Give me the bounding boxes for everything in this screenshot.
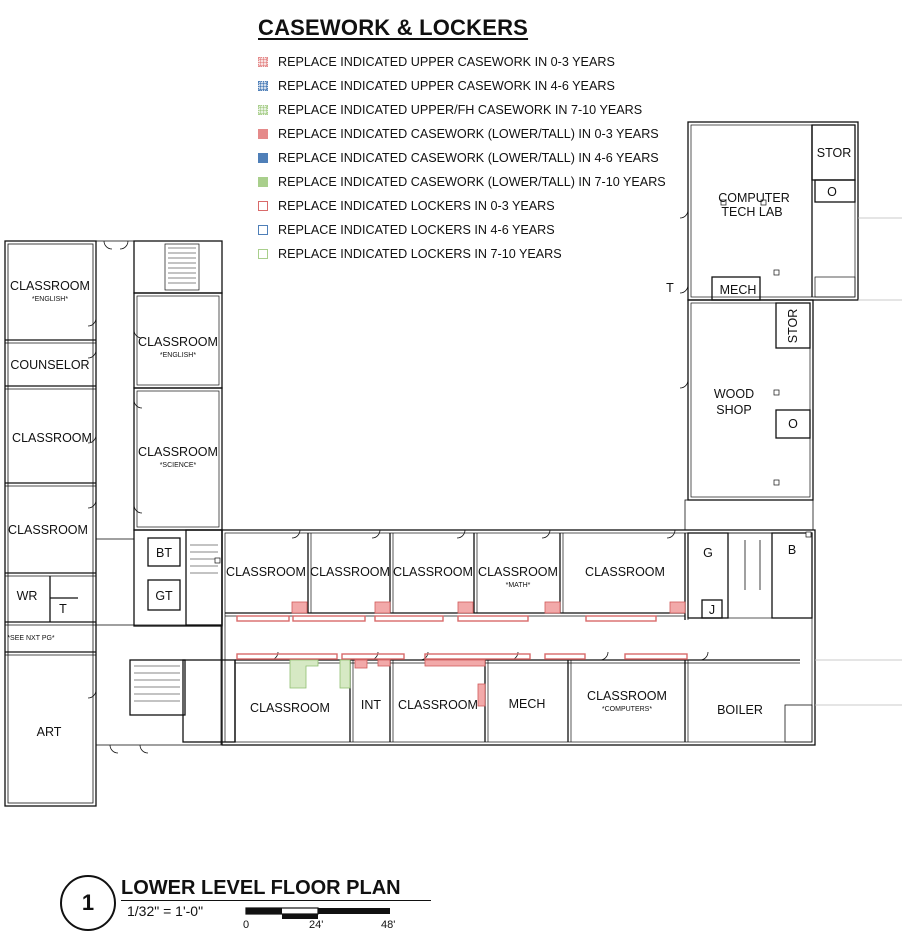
- room-note: *SCIENCE*: [159, 462, 197, 469]
- room-label: GT: [155, 589, 173, 603]
- red-lockers: [237, 616, 687, 659]
- room-label: O: [788, 417, 798, 431]
- lockers-red: [625, 654, 687, 659]
- legend-label: REPLACE INDICATED CASEWORK (LOWER/TALL) IN 0-3 YEARS: [278, 127, 659, 141]
- room-label: CLASSROOM: [393, 565, 473, 579]
- drawing-number: 1: [60, 875, 116, 931]
- room-label: WOOD: [713, 387, 755, 401]
- legend-label: REPLACE INDICATED UPPER CASEWORK IN 4-6 YEARS: [278, 79, 615, 93]
- room-label: TECH LAB: [721, 205, 783, 219]
- scale-bar-label: 48': [381, 919, 396, 931]
- casework-red: [478, 684, 485, 706]
- room-note: *MATH*: [505, 582, 531, 589]
- room-label: CLASSROOM: [12, 431, 92, 445]
- room-label: T: [59, 602, 67, 616]
- casework-red: [355, 660, 367, 668]
- room-label: BT: [156, 546, 172, 560]
- legend-title: CASEWORK & LOCKERS: [258, 15, 529, 40]
- lockers-red: [293, 616, 365, 621]
- room-label: INT: [360, 698, 382, 712]
- room-label: BOILER: [717, 703, 763, 717]
- legend-label: REPLACE INDICATED CASEWORK (LOWER/TALL) IN 4-6 YEARS: [278, 151, 659, 165]
- casework-red: [670, 602, 685, 613]
- legend-label: REPLACE INDICATED CASEWORK (LOWER/TALL) IN 7-10 YEARS: [278, 175, 666, 189]
- drawing-scale: 1/32" = 1'-0": [127, 903, 204, 919]
- room-label: CLASSROOM: [226, 565, 306, 579]
- lockers-red: [425, 654, 530, 659]
- room-label: CLASSROOM: [138, 445, 218, 459]
- room-label: CLASSROOM: [398, 698, 478, 712]
- casework-red: [458, 602, 473, 613]
- room-label: T: [666, 281, 674, 295]
- scale-bar-label: 0: [243, 919, 250, 931]
- room-label: STOR: [786, 308, 800, 344]
- title-block: [0, 860, 902, 947]
- room-note: *SEE NXT PG*: [7, 635, 55, 642]
- room-label: MECH: [719, 283, 757, 297]
- scale-bar-label: 24': [309, 919, 324, 931]
- room-label: CLASSROOM: [138, 335, 218, 349]
- door-swings: [88, 210, 708, 753]
- casework-red: [545, 602, 560, 613]
- legend-label: REPLACE INDICATED LOCKERS IN 7-10 YEARS: [278, 247, 562, 261]
- room-label: CLASSROOM: [250, 701, 330, 715]
- room-label: B: [787, 543, 797, 557]
- casework-red: [292, 602, 307, 613]
- room-label: WR: [16, 589, 38, 603]
- fixtures: [215, 200, 811, 563]
- lockers-red: [375, 616, 443, 621]
- room-label: COMPUTER: [718, 191, 790, 205]
- lockers-red: [586, 616, 656, 621]
- room-label: ART: [36, 725, 62, 739]
- lockers-red: [237, 654, 337, 659]
- casework-red: [375, 602, 390, 613]
- room-note: *ENGLISH*: [31, 296, 69, 303]
- room-label: COUNSELOR: [10, 358, 90, 372]
- room-label: STOR: [816, 146, 852, 160]
- title-underline: [121, 900, 431, 901]
- room-label: G: [703, 546, 713, 560]
- casework-green: [290, 660, 318, 688]
- room-label: CLASSROOM: [478, 565, 558, 579]
- legend-label: REPLACE INDICATED UPPER CASEWORK IN 0-3 YEARS: [278, 55, 615, 69]
- room-label: CLASSROOM: [8, 523, 88, 537]
- room-label: CLASSROOM: [585, 565, 665, 579]
- casework-green: [340, 660, 350, 688]
- room-note: *COMPUTERS*: [601, 706, 653, 713]
- room-label: CLASSROOM: [587, 689, 667, 703]
- lockers-red: [237, 616, 289, 621]
- room-label: MECH: [508, 697, 546, 711]
- legend-label: REPLACE INDICATED LOCKERS IN 4-6 YEARS: [278, 223, 555, 237]
- lockers-red: [458, 616, 528, 621]
- casework-red: [425, 660, 485, 666]
- legend-label: REPLACE INDICATED LOCKERS IN 0-3 YEARS: [278, 199, 555, 213]
- room-label: SHOP: [716, 403, 752, 417]
- legend-label: REPLACE INDICATED UPPER/FH CASEWORK IN 7-10 YEARS: [278, 103, 643, 117]
- room-note: *ENGLISH*: [159, 352, 197, 359]
- lockers-red: [342, 654, 404, 659]
- room-label: CLASSROOM: [10, 279, 90, 293]
- green-casework: [290, 660, 350, 688]
- casework-red: [378, 660, 390, 666]
- room-label: O: [827, 185, 837, 199]
- room-label: CLASSROOM: [310, 565, 390, 579]
- room-label: J: [708, 603, 716, 617]
- lockers-red: [545, 654, 585, 659]
- drawing-title: LOWER LEVEL FLOOR PLAN: [121, 877, 401, 899]
